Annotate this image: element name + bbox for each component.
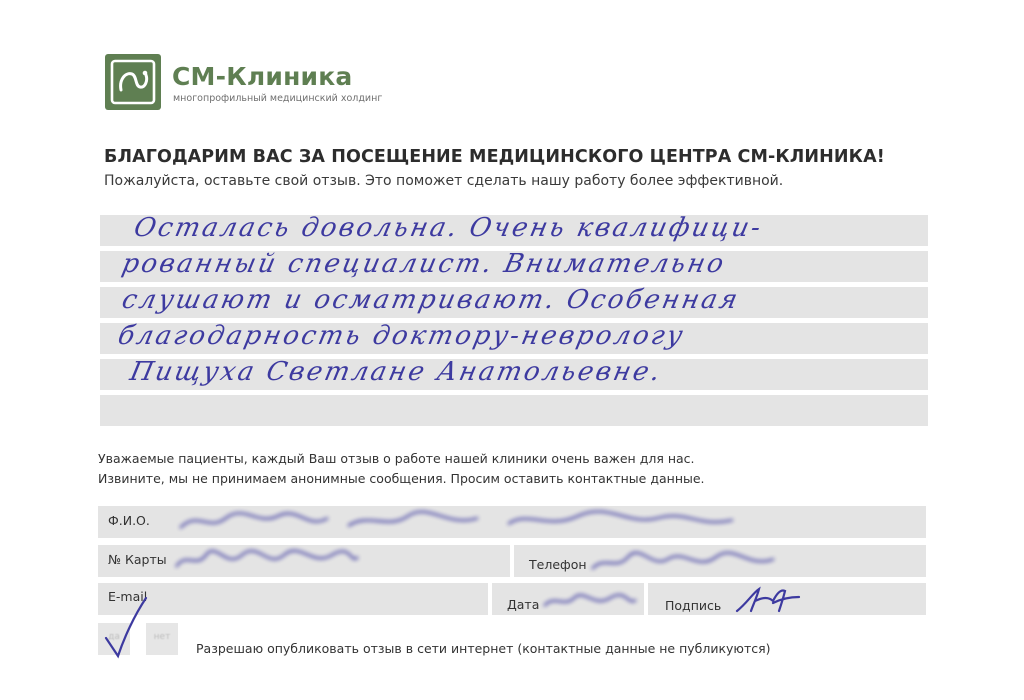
review-line: благодарность доктору-неврологу xyxy=(115,321,688,351)
review-line: слушают и осматривают. Особенная xyxy=(119,285,743,315)
email-field[interactable] xyxy=(98,583,488,615)
email-label: E-mail xyxy=(108,589,148,604)
notice-line: Уважаемые пациенты, каждый Ваш отзыв о работе нашей клиники очень важен для нас. xyxy=(98,451,695,466)
fio-label: Ф.И.О. xyxy=(108,513,150,528)
brand-name: СМ-Клиника xyxy=(172,62,353,91)
consent-yes-label: да xyxy=(108,632,120,642)
notice-line: Извините, мы не принимаем анонимные сообщения. Просим оставить контактные данные. xyxy=(98,471,705,486)
review-line: Пищуха Светлане Анатольевне. xyxy=(127,357,666,387)
signature-mark xyxy=(733,583,803,621)
page-title: БЛАГОДАРИМ ВАС ЗА ПОСЕЩЕНИЕ МЕДИЦИНСКОГО ЦЕНТРА СМ-КЛИНИКА! xyxy=(104,147,885,167)
cm-logo-icon xyxy=(105,54,161,110)
consent-text: Разрешаю опубликовать отзыв в сети интернет (контактные данные не публикуются) xyxy=(196,641,771,656)
review-line-bg xyxy=(100,395,928,426)
brand-tagline: многопрофильный медицинский холдинг xyxy=(173,93,383,104)
phone-label: Телефон xyxy=(529,557,587,572)
card-label: № Карты xyxy=(108,552,167,567)
phone-redacted-scribble xyxy=(588,547,778,577)
review-line: рованный специалист. Внимательно xyxy=(119,249,729,279)
date-label: Дата xyxy=(507,597,540,612)
consent-no-label: нет xyxy=(153,632,171,642)
page-subtitle: Пожалуйста, оставьте свой отзыв. Это поможет сделать нашу работу более эффективной. xyxy=(104,173,784,189)
card-redacted-scribble xyxy=(172,545,362,575)
check-mark-icon xyxy=(100,594,150,664)
consent-no-checkbox[interactable] xyxy=(146,623,178,655)
signature-label: Подпись xyxy=(665,598,722,613)
fio-redacted-scribble xyxy=(178,506,738,536)
review-line: Осталась довольна. Очень квалифици- xyxy=(131,213,766,243)
date-redacted-scribble xyxy=(540,588,640,614)
review-textarea[interactable] xyxy=(100,205,928,443)
